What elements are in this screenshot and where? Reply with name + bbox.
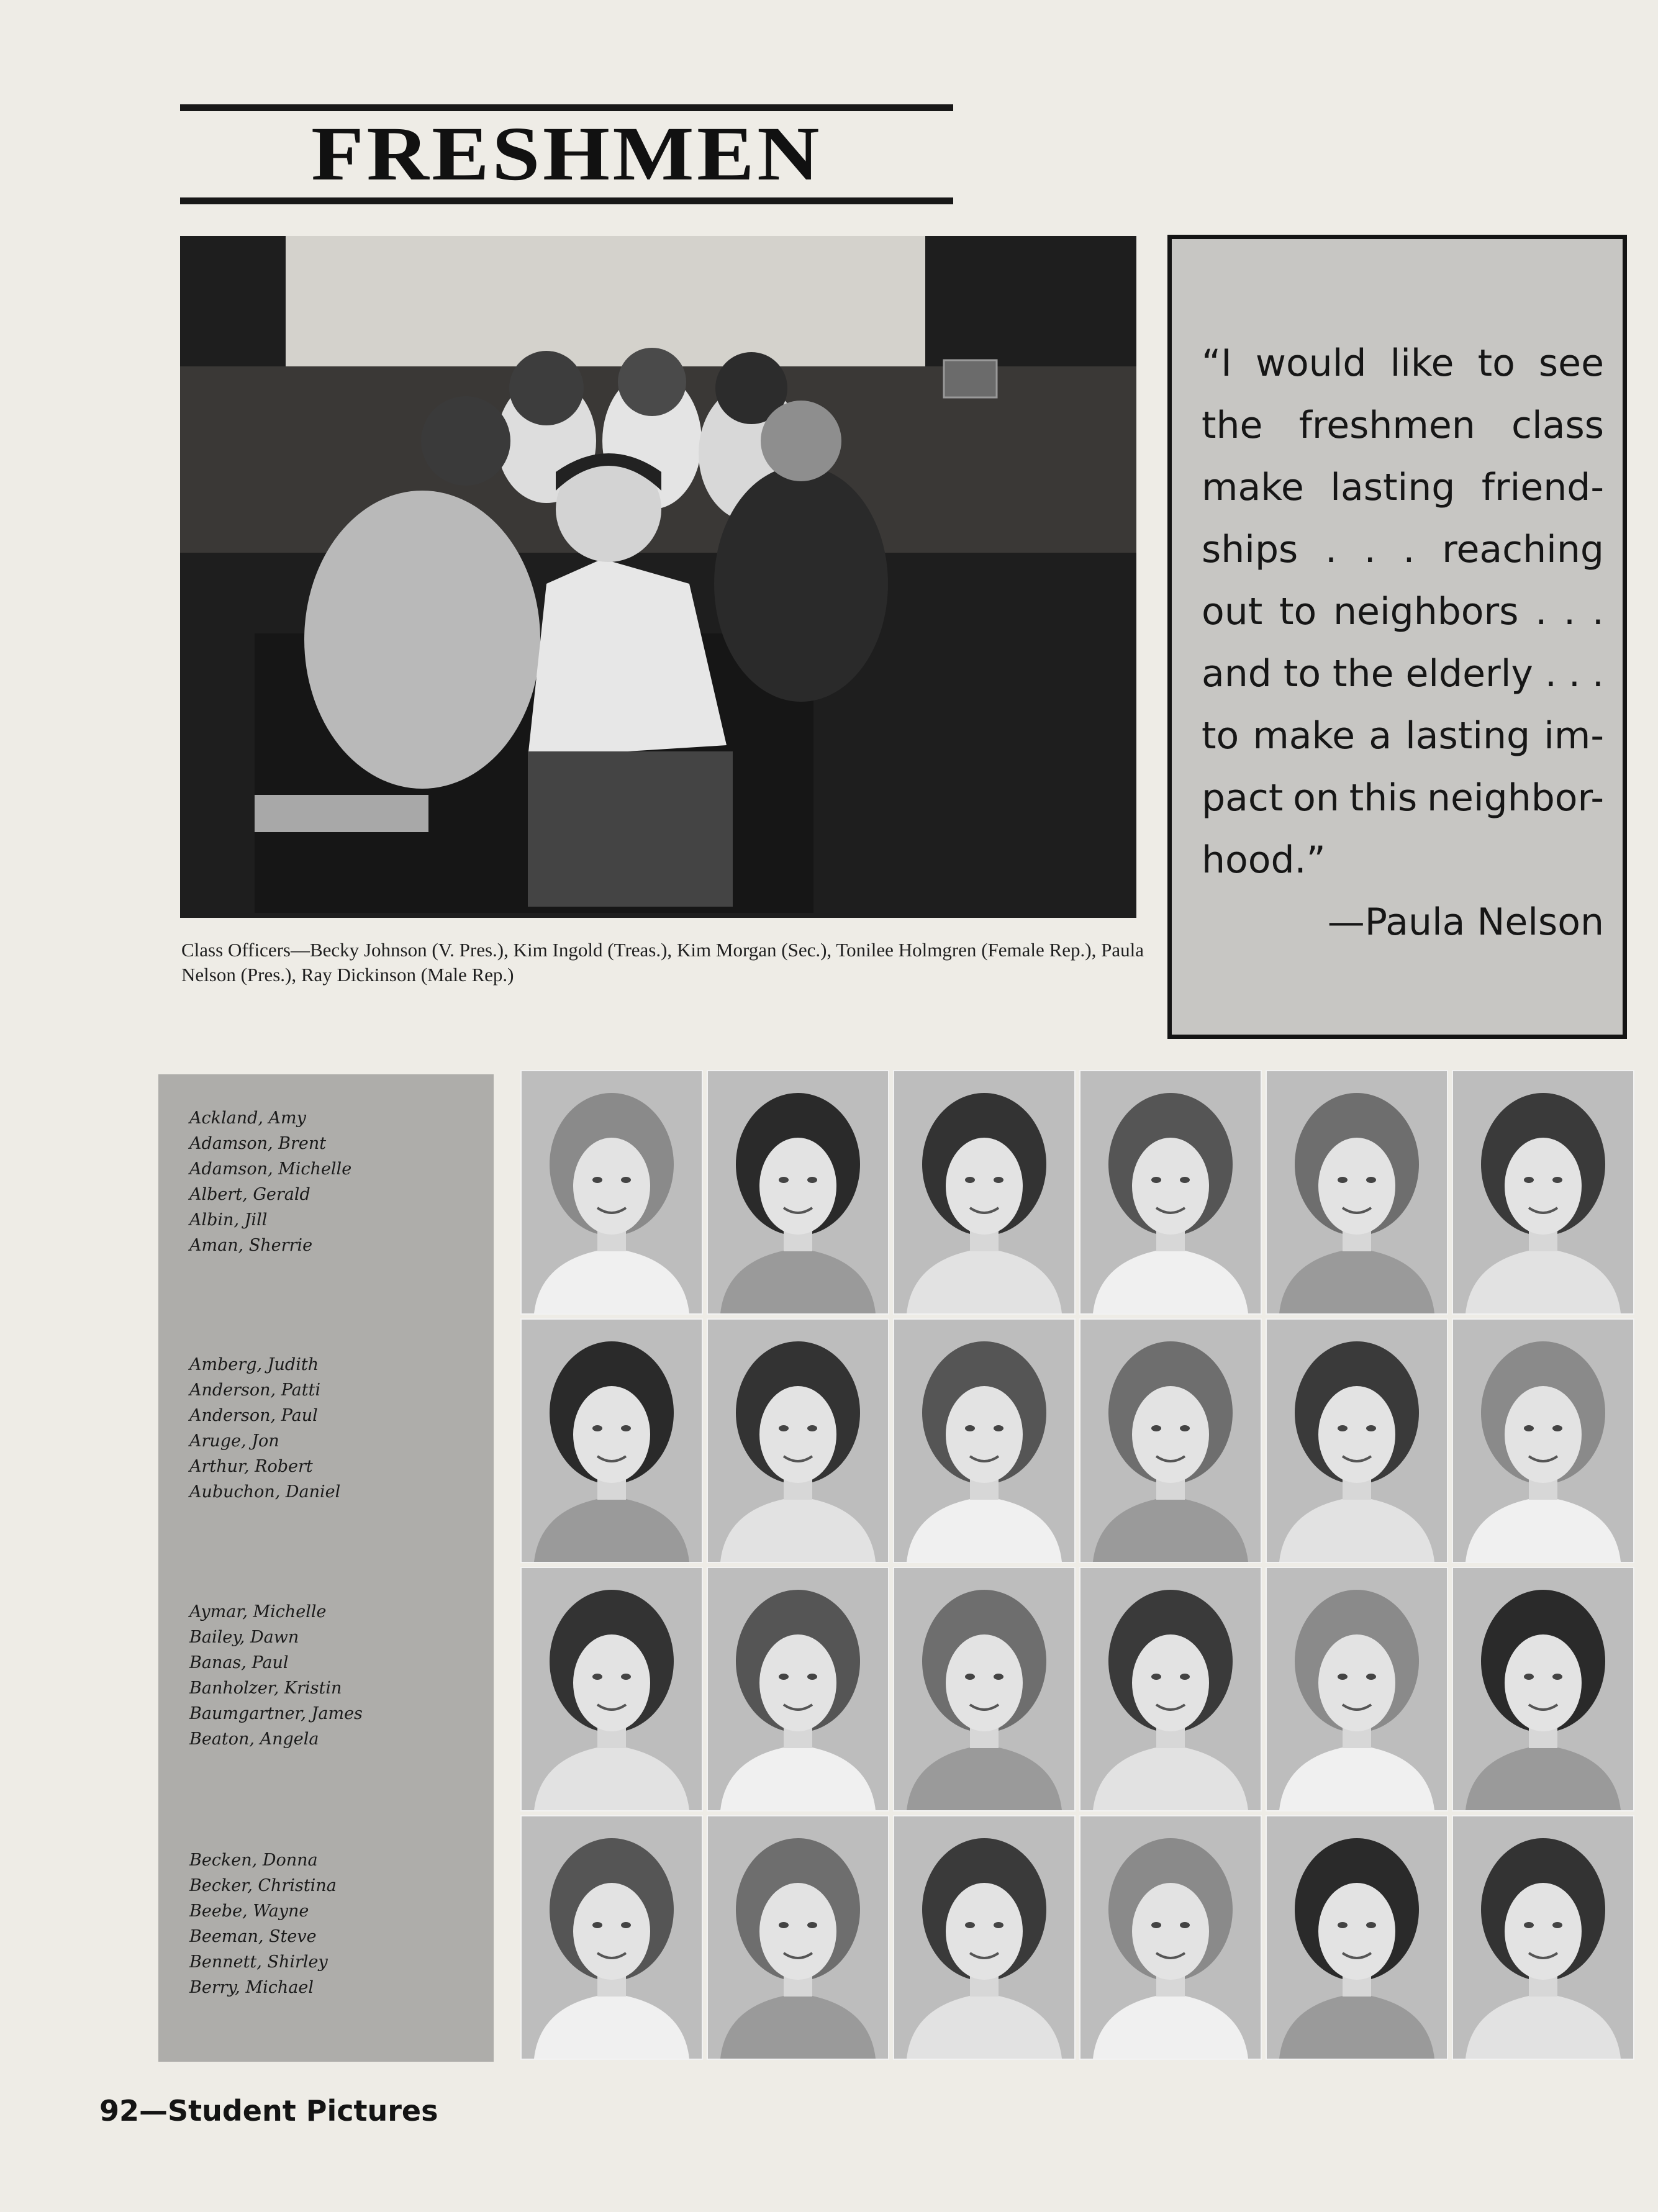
quote-word: like: [1390, 342, 1454, 385]
student-portrait: [1080, 1071, 1261, 1313]
student-name: Aruge, Jon: [189, 1431, 279, 1451]
name-group: [189, 1599, 363, 1752]
student-name: Berry, Michael: [189, 1978, 314, 1997]
quote-word: make: [1253, 714, 1356, 758]
student-name: Beebe, Wayne: [189, 1902, 309, 1921]
student-portrait: [522, 1071, 702, 1313]
name-group: [189, 1847, 337, 2000]
student-name: Adamson, Michelle: [189, 1159, 352, 1179]
student-name: Banholzer, Kristin: [189, 1679, 342, 1698]
student-name: Becken, Donna: [189, 1851, 318, 1870]
quote-word: friend-: [1481, 466, 1604, 509]
student-name: Ackland, Amy: [189, 1108, 306, 1128]
quote-word: lasting: [1330, 466, 1456, 509]
photo-caption: Class Officers—Becky Johnson (V. Pres.), Kim Ingold (Treas.), Kim Morgan (Sec.), Tonilee Holmgren (Female Rep.), Paula Nelson (Pres.), Ray Dickinson (Male Rep.): [181, 939, 1144, 986]
quote-word: .: [1364, 528, 1376, 571]
quote-word: to: [1279, 590, 1317, 633]
student-name: Baumgartner, James: [189, 1704, 363, 1723]
name-group: [189, 1105, 351, 1258]
quote-word: .: [1592, 590, 1604, 633]
student-portrait: [894, 1071, 1074, 1313]
quote-box: [1167, 235, 1627, 1039]
quote-line: [1202, 829, 1604, 891]
quote-line: [1202, 519, 1604, 581]
quote-word: pact: [1202, 776, 1284, 820]
quote-word: neighbor-: [1427, 776, 1604, 820]
quote-word: the: [1202, 404, 1263, 447]
student-name: Anderson, Paul: [189, 1406, 318, 1425]
student-names-panel: [158, 1074, 494, 2062]
quote-word: to: [1283, 652, 1321, 696]
student-portrait: [708, 1320, 888, 1562]
student-portrait: [522, 1816, 702, 2059]
quote-word: make: [1202, 466, 1304, 509]
quote-word: to: [1477, 342, 1515, 385]
quote-word: and: [1202, 652, 1272, 696]
quote-line: [1202, 394, 1604, 456]
quote-word: .: [1568, 652, 1580, 696]
quote-word: hood.”: [1202, 838, 1326, 882]
quote-word: .: [1535, 590, 1547, 633]
quote-word: the: [1333, 652, 1394, 696]
quote-author: —Paula Nelson: [1327, 900, 1604, 944]
quote-word: would: [1255, 342, 1367, 385]
student-portrait: [1267, 1071, 1447, 1313]
student-name: Bailey, Dawn: [189, 1628, 299, 1647]
quote-line: [1202, 332, 1604, 394]
student-portrait: [708, 1816, 888, 2059]
quote-word: elderly: [1405, 652, 1533, 696]
student-name: Albin, Jill: [189, 1210, 268, 1230]
student-name: Amberg, Judith: [189, 1355, 319, 1374]
quote-word: on: [1293, 776, 1339, 820]
student-portrait: [1267, 1320, 1447, 1562]
quote-word: lasting: [1405, 714, 1531, 758]
student-portrait: [522, 1568, 702, 1810]
student-portrait: [1267, 1568, 1447, 1810]
quote-line: [1202, 456, 1604, 519]
quote-word: neighbors: [1333, 590, 1519, 633]
student-name: Beaton, Angela: [189, 1729, 319, 1749]
title-rule-bottom: [180, 197, 953, 204]
student-name: Banas, Paul: [189, 1653, 289, 1672]
student-portrait: [894, 1320, 1074, 1562]
student-portrait: [708, 1568, 888, 1810]
quote-word: .: [1403, 528, 1415, 571]
quote-line: [1202, 705, 1604, 767]
student-name: Beeman, Steve: [189, 1927, 317, 1946]
quote-word: .: [1564, 590, 1576, 633]
student-portrait: [894, 1816, 1074, 2059]
quote-word: im-: [1544, 714, 1604, 758]
page-footer: 92—Student Pictures: [99, 2094, 438, 2128]
quote-word: see: [1538, 342, 1604, 385]
student-name: Bennett, Shirley: [189, 1952, 328, 1972]
quote-line: [1202, 643, 1604, 705]
class-officers-photo: [180, 236, 1136, 918]
quote-line: [1202, 581, 1604, 643]
student-name: Aymar, Michelle: [189, 1602, 327, 1621]
page-title: FRESHMEN: [311, 111, 822, 196]
student-portrait: [1080, 1568, 1261, 1810]
student-portrait: [1080, 1320, 1261, 1562]
student-name: Aubuchon, Daniel: [189, 1482, 341, 1502]
quote-line: [1202, 767, 1604, 829]
quote-word: to: [1202, 714, 1239, 758]
student-name: Aman, Sherrie: [189, 1236, 313, 1255]
quote-word: a: [1369, 714, 1392, 758]
student-portrait: [708, 1071, 888, 1313]
quote-word: this: [1349, 776, 1418, 820]
title-rule-top: [180, 104, 953, 111]
quote-word: “I: [1202, 342, 1232, 385]
student-portrait: [894, 1568, 1074, 1810]
quote-word: class: [1511, 404, 1604, 447]
student-name: Arthur, Robert: [189, 1457, 313, 1476]
student-name: Anderson, Patti: [189, 1380, 321, 1400]
student-portrait: [1453, 1568, 1633, 1810]
student-name: Becker, Christina: [189, 1876, 337, 1895]
student-portrait: [522, 1320, 702, 1562]
student-portrait: [1453, 1320, 1633, 1562]
quote-word: freshmen: [1298, 404, 1475, 447]
student-portrait: [1453, 1071, 1633, 1313]
quote-word: ships: [1202, 528, 1298, 571]
student-portrait: [1453, 1816, 1633, 2059]
quote-word: out: [1202, 590, 1263, 633]
quote-word: .: [1592, 652, 1604, 696]
student-name: Adamson, Brent: [189, 1134, 327, 1153]
name-group: [189, 1352, 340, 1505]
student-portrait: [1267, 1816, 1447, 2059]
student-portrait: [1080, 1816, 1261, 2059]
quote-word: reaching: [1442, 528, 1604, 571]
quote-word: .: [1544, 652, 1557, 696]
quote-word: .: [1325, 528, 1338, 571]
student-name: Albert, Gerald: [189, 1185, 310, 1204]
